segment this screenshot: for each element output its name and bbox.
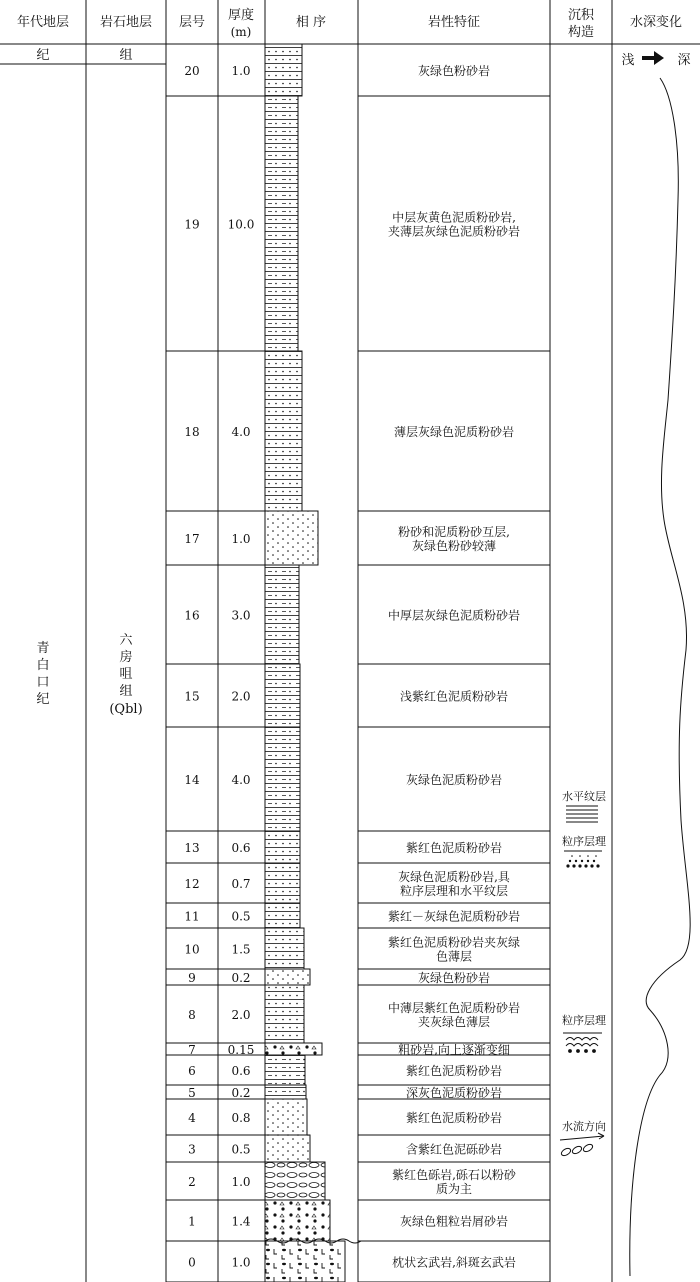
layer-number: 5 xyxy=(188,1086,196,1100)
layer-number: 8 xyxy=(188,1008,196,1022)
structure-horizontal-lamination-label: 水平纹层 xyxy=(562,790,606,803)
layer-number: 14 xyxy=(184,773,200,787)
facies-bar xyxy=(265,1200,330,1241)
layer-rows xyxy=(166,64,265,1282)
lithology-text: 深灰色泥质粉砂岩 xyxy=(405,1086,503,1100)
header-lithostrat: 岩石地层 xyxy=(99,15,153,30)
lithology-text: 紫红色泥质粉砂岩 xyxy=(405,1111,503,1125)
layer-number: 6 xyxy=(188,1064,196,1078)
structure-current-direction-label: 水流方向 xyxy=(562,1120,606,1133)
layer-thickness: 1.0 xyxy=(231,1175,251,1189)
lithology-text: 质为主 xyxy=(435,1182,473,1196)
lithology-text: 紫红色砾岩,砾石以粉砂 xyxy=(392,1168,516,1182)
current-direction-icon xyxy=(560,1133,604,1157)
layer-thickness: 0.6 xyxy=(231,841,251,855)
lithology-text: 灰绿色粉砂较薄 xyxy=(411,539,497,553)
header-facies: 相 序 xyxy=(295,15,327,30)
layer-thickness: 4.0 xyxy=(231,425,251,439)
facies-bar xyxy=(265,903,300,928)
facies-bar xyxy=(265,969,310,985)
lithology-text: 灰绿色泥质粉砂岩 xyxy=(405,773,503,787)
header-era: 年代地层 xyxy=(16,15,70,30)
lithology-text: 中薄层紫红色泥质粉砂岩 xyxy=(387,1001,521,1015)
layer-number: 13 xyxy=(184,841,200,855)
sedimentary-structures xyxy=(560,789,606,1157)
graded-bedding-curved-icon xyxy=(563,1033,602,1052)
structure-graded-bedding-label: 粒序层理 xyxy=(562,835,606,848)
lithology-text: 灰绿色粗粒岩屑砂岩 xyxy=(399,1214,509,1229)
layer-number: 18 xyxy=(184,425,200,439)
layer-number: 9 xyxy=(188,971,196,985)
layer-thickness: 2.0 xyxy=(231,689,251,704)
facies-bar xyxy=(265,565,299,664)
lithology-text: 粒序层理和水平纹层 xyxy=(399,884,509,898)
layer-thickness: 0.6 xyxy=(231,1064,251,1078)
facies-bar xyxy=(265,1241,345,1282)
header-row xyxy=(17,7,682,63)
lithology-text: 含紫红色泥砾砂岩 xyxy=(405,1142,503,1157)
period-char: 口 xyxy=(36,675,50,690)
lithology-text: 中层灰黄色泥质粉砂岩, xyxy=(392,210,516,225)
subheader-period: 纪 xyxy=(36,48,50,63)
facies-bar xyxy=(265,1043,322,1055)
formation-code: (Qbl) xyxy=(109,702,143,717)
layer-thickness: 1.0 xyxy=(231,532,251,546)
lithology-text: 紫红色泥质粉砂岩 xyxy=(405,841,503,855)
lithology-text: 夹灰绿色薄层 xyxy=(417,1015,491,1029)
layer-number: 12 xyxy=(184,877,200,891)
period-char: 白 xyxy=(36,658,50,673)
lithology-text: 紫红色泥质粉砂岩 xyxy=(405,1064,503,1078)
facies-bar xyxy=(265,727,300,831)
header-lithology: 岩性特征 xyxy=(427,15,481,30)
lithology-column xyxy=(358,63,550,1282)
facies-bar xyxy=(265,351,302,511)
lithology-text: 灰绿色粉砂岩 xyxy=(417,64,491,78)
lithology-text: 紫红－灰绿色泥质粉砂岩 xyxy=(387,909,521,924)
layer-thickness: 4.0 xyxy=(231,773,251,787)
header-layer-no: 层号 xyxy=(178,15,206,30)
lithology-text: 灰绿色泥质粉砂岩,具 xyxy=(398,870,510,884)
layer-number: 19 xyxy=(184,217,200,232)
horizontal-lamination-icon xyxy=(566,806,598,822)
water-deep-label: 深 xyxy=(677,53,691,68)
layer-thickness: 1.0 xyxy=(231,1255,251,1270)
water-shallow-label: 浅 xyxy=(621,53,635,68)
layer-thickness: 0.5 xyxy=(231,1142,251,1157)
layer-thickness: 0.7 xyxy=(231,877,251,891)
layer-number: 2 xyxy=(188,1175,196,1189)
layer-thickness: 1.5 xyxy=(231,942,251,957)
lithology-text: 枕状玄武岩,斜斑玄武岩 xyxy=(392,1255,516,1270)
layer-number: 15 xyxy=(184,689,200,704)
period-name xyxy=(36,640,49,707)
layer-number: 20 xyxy=(184,64,200,78)
layer-number: 1 xyxy=(188,1214,196,1229)
layer-number: 11 xyxy=(184,909,200,924)
graded-bedding-icon xyxy=(564,851,602,868)
facies-bar xyxy=(265,1085,306,1099)
facies-bar xyxy=(265,44,302,96)
layer-number: 3 xyxy=(188,1142,196,1157)
period-char: 纪 xyxy=(36,692,50,707)
lithology-text: 薄层灰绿色泥质粉砂岩 xyxy=(393,425,515,439)
header-thickness: 厚度 xyxy=(227,8,255,23)
layer-thickness: 2.0 xyxy=(231,1008,251,1022)
facies-bar xyxy=(265,863,300,903)
layer-thickness: 1.0 xyxy=(231,64,251,78)
formation-char: 咀 xyxy=(119,667,133,682)
facies-bar xyxy=(265,1162,325,1200)
facies-bar xyxy=(265,1135,310,1162)
layer-thickness: 0.2 xyxy=(231,1086,251,1100)
facies-bar xyxy=(265,928,304,969)
layer-number: 0 xyxy=(188,1255,196,1270)
facies-bar xyxy=(265,511,318,565)
water-depth-column xyxy=(621,51,690,1276)
layer-thickness: 3.0 xyxy=(231,608,251,623)
layer-thickness: 0.8 xyxy=(231,1111,251,1125)
lithology-text: 粗砂岩,向上逐渐变细 xyxy=(398,1043,510,1057)
layer-thickness: 10.0 xyxy=(227,217,255,232)
facies-bar xyxy=(265,96,298,351)
layer-number: 7 xyxy=(188,1043,196,1057)
layer-thickness: 0.2 xyxy=(231,971,251,985)
period-char: 青 xyxy=(36,641,50,656)
layer-number: 4 xyxy=(188,1111,196,1125)
lithology-text: 粉砂和泥质粉砂互层, xyxy=(398,525,510,539)
layer-number: 16 xyxy=(184,608,200,623)
layer-number: 17 xyxy=(184,532,200,546)
header-water-depth: 水深变化 xyxy=(629,15,683,30)
layer-thickness: 1.4 xyxy=(231,1214,251,1229)
lithology-text: 浅紫红色泥质粉砂岩 xyxy=(399,689,509,704)
formation-char: 六 xyxy=(119,633,133,648)
header-thickness-unit: (m) xyxy=(230,25,252,39)
facies-bar xyxy=(265,985,304,1043)
structure-graded-bedding-label: 粒序层理 xyxy=(562,1014,606,1027)
formation-char: 组 xyxy=(119,684,133,699)
facies-bar xyxy=(265,664,300,727)
arrow-right-icon xyxy=(642,51,664,65)
header-sed-line1: 沉积 xyxy=(567,8,595,23)
formation-name xyxy=(109,633,142,717)
facies-column xyxy=(265,44,361,1282)
subheader-group: 组 xyxy=(119,48,133,63)
lithology-text: 中厚层灰绿色泥质粉砂岩 xyxy=(387,608,521,623)
facies-bar xyxy=(265,831,300,863)
formation-char: 房 xyxy=(119,650,133,665)
lithology-text: 夹薄层灰绿色泥质粉砂岩 xyxy=(387,224,521,239)
lithology-text: 紫红色泥质粉砂岩夹灰绿 xyxy=(387,935,521,950)
layer-number: 10 xyxy=(184,942,200,957)
header-sed-line2: 构造 xyxy=(567,25,595,40)
layer-thickness: 0.5 xyxy=(231,909,251,924)
water-depth-curve xyxy=(630,78,690,1276)
lithology-text: 色薄层 xyxy=(435,949,473,964)
lithology-text: 灰绿色粉砂岩 xyxy=(417,971,491,985)
facies-bar xyxy=(265,1055,305,1085)
facies-bar xyxy=(265,1099,307,1135)
layer-thickness: 0.15 xyxy=(227,1043,255,1057)
